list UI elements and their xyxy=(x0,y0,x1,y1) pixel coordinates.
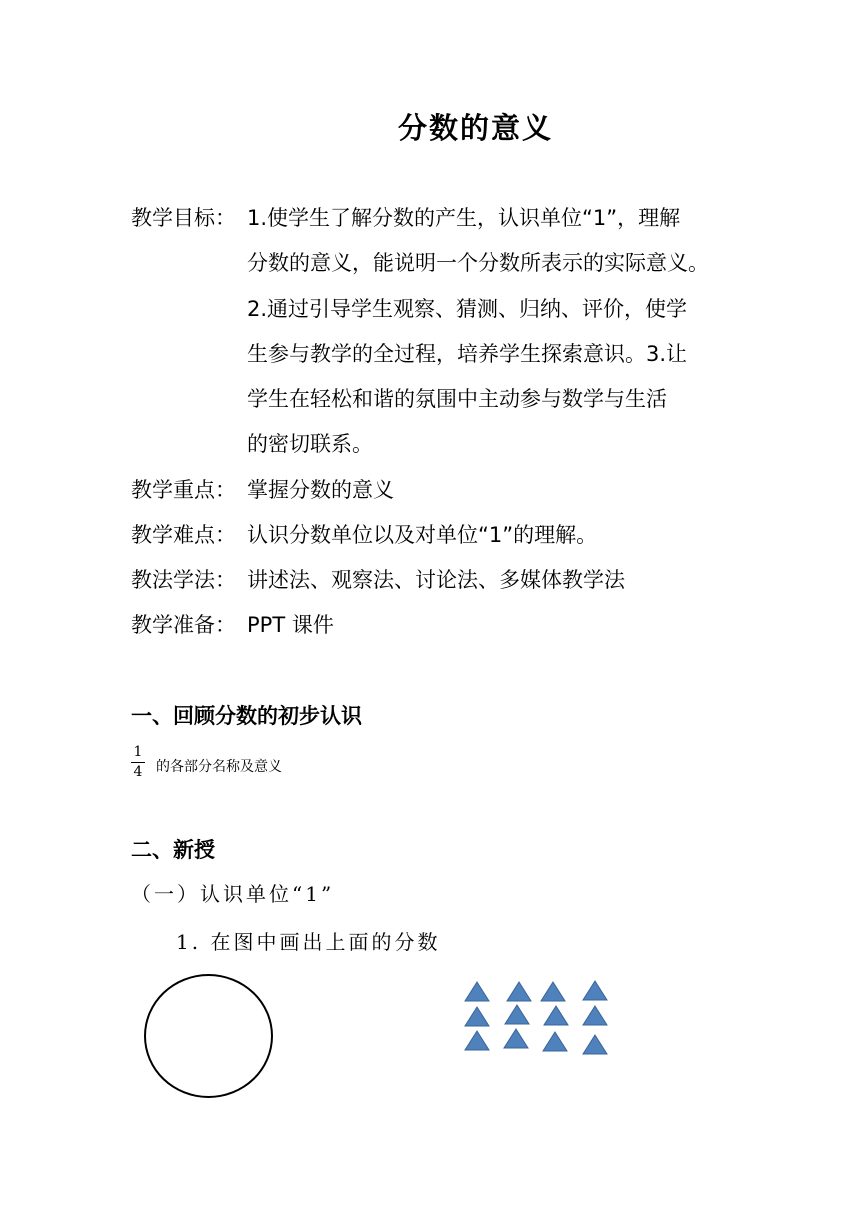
key-point-label: 教学重点： xyxy=(131,478,236,502)
triangle-group xyxy=(455,970,625,1065)
methods-label: 教法学法： xyxy=(131,568,236,592)
circle-shape xyxy=(144,974,273,1098)
triangle xyxy=(505,1005,529,1024)
objectives-label: 教学目标： xyxy=(131,206,236,230)
key-point-text: 掌握分数的意义 xyxy=(247,478,394,502)
difficulty-text: 认识分数单位以及对单位“1”的理解。 xyxy=(247,523,598,547)
section-2-heading: 二、新授 xyxy=(131,838,215,862)
triangle xyxy=(465,982,489,1001)
triangle xyxy=(541,982,565,1001)
fraction-one-quarter xyxy=(130,744,146,781)
subsection-heading: （一）认识单位“1” xyxy=(131,882,335,906)
objectives-line-6: 的密切联系。 xyxy=(247,432,373,456)
triangle xyxy=(465,1031,489,1050)
triangle xyxy=(465,1007,489,1026)
triangle xyxy=(504,1029,528,1048)
triangle xyxy=(543,1032,567,1051)
objectives-line-4: 生参与教学的全过程，培养学生探索意识。3.让 xyxy=(247,342,688,366)
triangle xyxy=(583,1035,607,1054)
fraction-numerator: 1 xyxy=(133,744,143,760)
objectives-line-2: 分数的意义，能说明一个分数所表示的实际意义。 xyxy=(247,251,709,275)
objectives-line-5: 学生在轻松和谐的氛围中主动参与数学与生活 xyxy=(247,387,667,411)
step-instruction: 1. 在图中画出上面的分数 xyxy=(176,930,441,954)
difficulty-label: 教学难点： xyxy=(131,523,236,547)
preparation-text: PPT 课件 xyxy=(247,613,334,637)
methods-text: 讲述法、观察法、讨论法、多媒体教学法 xyxy=(247,568,625,592)
triangle xyxy=(544,1006,568,1025)
preparation-label: 教学准备： xyxy=(131,613,236,637)
triangle xyxy=(507,982,531,1001)
objectives-line-1: 1.使学生了解分数的产生，认识单位“1”，理解 xyxy=(247,206,681,230)
triangle xyxy=(583,1006,607,1025)
fraction-bar xyxy=(131,762,145,763)
page-title: 分数的意义 xyxy=(398,111,554,145)
section-1-heading: 一、回顾分数的初步认识 xyxy=(131,704,362,728)
triangle xyxy=(583,981,607,1000)
fraction-denominator: 4 xyxy=(133,764,143,780)
fraction-description: 的各部分名称及意义 xyxy=(156,759,282,775)
objectives-line-3: 2.通过引导学生观察、猜测、归纳、评价，使学 xyxy=(247,297,688,321)
